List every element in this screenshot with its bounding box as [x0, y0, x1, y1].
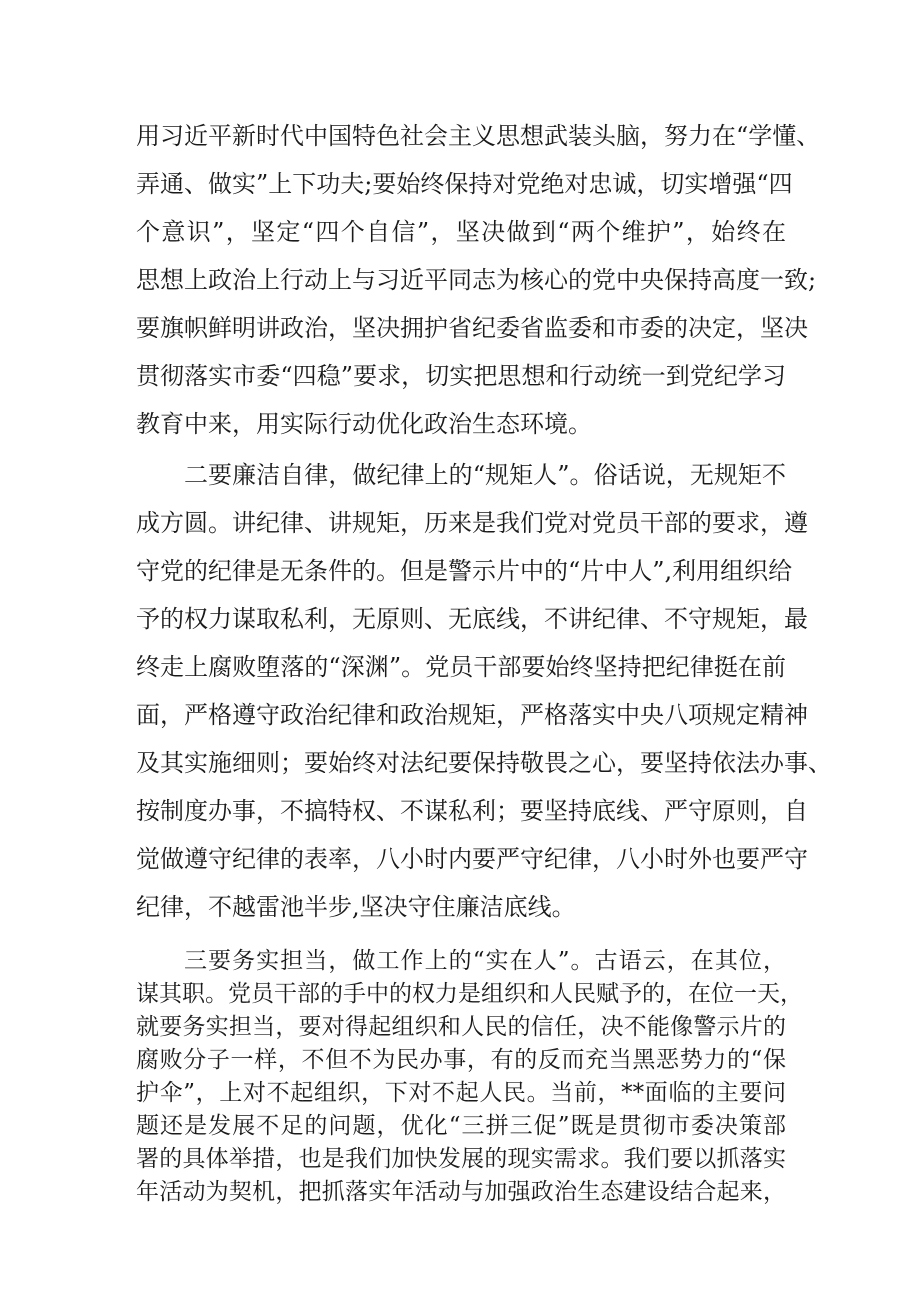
text-line: 守党的纪律是无条件的。但是警示片中的“片中人”,利用组织给: [136, 557, 793, 585]
text-line: 用习近平新时代中国特色社会主义思想武装头脑，努力在“学懂、: [136, 122, 821, 150]
text-line: 教育中来，用实际行动优化政治生态环境。: [136, 410, 592, 438]
text-line: 觉做遵守纪律的表率，八小时内要严守纪律，八小时外也要严守: [136, 845, 808, 873]
text-line: 护伞”，上对不起组织，下对不起人民。当前，**面临的主要问: [136, 1080, 786, 1106]
text-line: 就要务实担当，要对得起组织和人民的信任，决不能像警示片的: [136, 1014, 786, 1040]
text-line: 署的具体举措，也是我们加快发展的现实需求。我们要以抓落实: [136, 1146, 786, 1172]
text-line: 纪律，不越雷池半步,坚决守住廉洁底线。: [136, 893, 576, 921]
text-line: 弄通、做实”上下功夫;要始终保持对党绝对忠诚，切实增强“四: [136, 170, 793, 198]
text-line: 腐败分子一样，不但不为民办事，有的反而充当黑恶势力的“保: [136, 1047, 786, 1073]
text-line: 要旗帜鲜明讲政治，坚决拥护省纪委省监委和市委的决定，坚决: [136, 314, 808, 342]
text-line: 二要廉洁自律，做纪律上的“规矩人”。俗话说，无规矩不: [184, 461, 786, 489]
text-line: 予的权力谋取私利，无原则、无底线，不讲纪律、不守规矩，最: [136, 605, 808, 633]
text-line: 成方圆。讲纪律、讲规矩，历来是我们党对党员干部的要求，遵: [136, 509, 808, 537]
text-line: 谋其职。党员干部的手中的权力是组织和人民赋予的，在位一天，: [136, 981, 803, 1007]
text-line: 个意识”，坚定“四个自信”，坚决做到“两个维护”，始终在: [136, 218, 786, 246]
text-line: 题还是发展不足的问题，优化“三拼三促”既是贯彻市委决策部: [136, 1113, 786, 1139]
text-line: 思想上政治上行动上与习近平同志为核心的党中央保持高度一致;: [136, 266, 817, 294]
text-line: 按制度办事，不搞特权、不谋私利；要坚持底线、严守原则，自: [136, 797, 808, 825]
text-line: 贯彻落实市委“四稳”要求，切实把思想和行动统一到党纪学习: [136, 362, 786, 390]
text-line: 终走上腐败堕落的“深渊”。党员干部要始终坚持把纪律挺在前: [136, 653, 786, 681]
text-line: 三要务实担当，做工作上的“实在人”。古语云，在其位，: [184, 948, 786, 974]
text-line: 及其实施细则；要始终对法纪要保持敬畏之心，要坚持依法办事、: [136, 749, 832, 777]
text-line: 面，严格遵守政治纪律和政治规矩，严格落实中央八项规定精神: [136, 701, 808, 729]
text-line: 年活动为契机，把抓落实年活动与加强政治生态建设结合起来，: [136, 1179, 786, 1205]
